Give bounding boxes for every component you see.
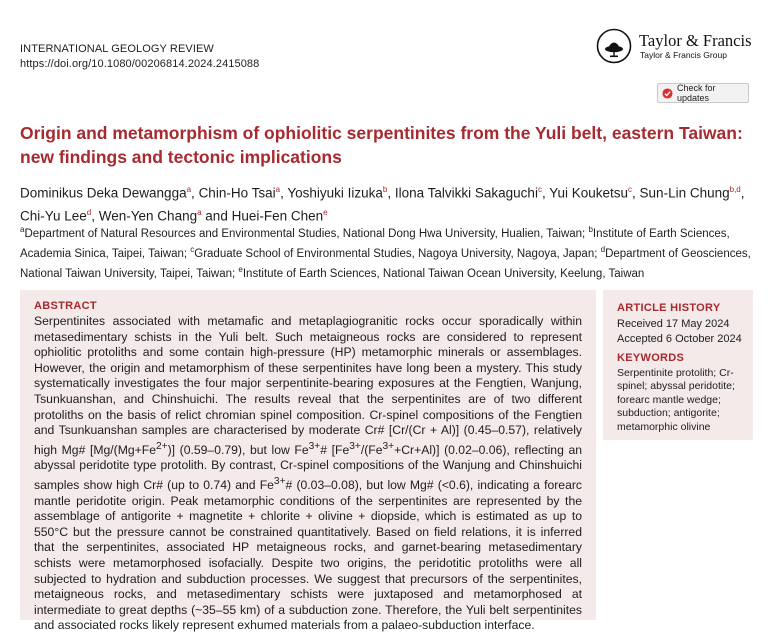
author-affiliation-mark: a xyxy=(197,207,202,217)
check-updates-label: Check for updates xyxy=(677,83,716,103)
author[interactable]: Dominikus Deka Dewangga xyxy=(20,185,187,201)
author[interactable]: Yui Kouketsu xyxy=(549,185,629,201)
author[interactable]: Yoshiyuki Iizuka xyxy=(287,185,383,201)
journal-header xyxy=(20,42,259,72)
check-updates-icon xyxy=(662,88,673,99)
author-affiliation-mark: b xyxy=(382,185,388,194)
affiliation-key: e xyxy=(238,264,243,274)
author[interactable]: Chin-Ho Tsai xyxy=(198,185,276,201)
author[interactable]: Chi-Yu Lee xyxy=(20,208,87,223)
article-title: Origin and metamorphism of ophiolitic serpentinites from the Yuli belt, eastern Taiwan: new findings and tectonic implications xyxy=(20,123,743,167)
author[interactable]: Huei-Fen Chen xyxy=(231,208,324,223)
doi-link[interactable]: https://doi.org/10.1080/00206814.2024.2415088 xyxy=(20,58,260,70)
check-for-updates-button[interactable] xyxy=(657,83,749,103)
affiliation-key: b xyxy=(588,225,593,234)
publisher-group: Taylor & Francis Group xyxy=(640,50,727,60)
publisher-name: Taylor & Francis xyxy=(639,31,752,50)
article-history xyxy=(617,301,757,347)
received-date: Received 17 May 2024 xyxy=(617,318,730,330)
author-affiliation-mark: c xyxy=(537,185,542,194)
abstract-heading: ABSTRACT xyxy=(34,300,97,312)
journal-name: INTERNATIONAL GEOLOGY REVIEW xyxy=(20,43,214,55)
author-affiliation-mark: d xyxy=(86,207,92,217)
author-affiliation-mark: c xyxy=(628,185,633,194)
author[interactable]: Sun-Lin Chung xyxy=(639,185,730,201)
tf-emblem-icon xyxy=(596,28,632,64)
affiliation-key: d xyxy=(600,244,606,254)
author[interactable]: Wen-Yen Chang xyxy=(98,208,198,223)
affiliation: Graduate School of Environmental Studies, Nagoya University, Nagoya, Japan; xyxy=(194,247,601,260)
accepted-date: Accepted 6 October 2024 xyxy=(617,333,742,345)
abstract-panel xyxy=(20,290,596,633)
article-history-heading: ARTICLE HISTORY xyxy=(617,302,721,314)
affiliation: Department of Natural Resources and Environmental Studies, National Dong Hwa University, Hualien, Taiwan; xyxy=(24,227,589,240)
affiliation: Institute of Earth Sciences, National Taiwan Ocean University, Keelung, Taiwan xyxy=(242,267,645,280)
author-affiliation-mark: b,d xyxy=(729,185,741,194)
keywords xyxy=(617,352,755,434)
affiliation-key: a xyxy=(20,225,25,234)
keywords-heading: KEYWORDS xyxy=(617,352,685,364)
author-list: Dominikus Deka Dewangga$^a$, Chin-Ho Tsai$^a$, Yoshiyuki Iizuka$^b$, Ilona Talvikki Sakaguchi$^c$, Yui Kouketsu$^c$, Sun-Lin Chung$^{b,d}$, Chi-Yu Lee$^d$, Wen-Yen Chang$^a$ and Huei-Fen Chen$^e$ xyxy=(20,185,745,223)
author-affiliation-mark: a xyxy=(275,185,281,194)
abstract-text: Serpentinites associated with metamafic and metaplagiogranitic rocks occur sporadically within metasedimentary schists in the Yuli belt. Such metaigneous rocks are considered to represent ophiolitic protoliths and some contain high-pressure (HP) metamorphic minerals or assemblages. However, the origin and metamorphism of these serpentinites have long been a mystery. This study systematically investigates the four major serpentinite-bearing exposures at the Fengtien, Wanjung, Tsunkuanshan, and Chinshuichi. The results reveal that the serpentinites are of two different protoliths on the basis of relict chromian spinel composition. Cr-spinel compositions of the Fengtien and Tsunkuanshan samples are characterised by moderate Cr# [Cr/(Cr + Al)] (0.45–0.57), relatively high Mg# $[Mg/(Mg+Fe^{2+})]$ (0.59–0.79), but low $Fe^{3+}\#$ $[Fe^{3+}/(Fe^{3+}+Cr+Al)]$ (0.02–0.06), reflecting an abyssal peridotite type protolith. By contrast, Cr-spinel compositions of the Wanjung and Chinshuichi samples show high Cr# (up to 0.74) and $Fe^{3+}\#$ (0.03–0.08), but low Mg# (<0.6), indicating a forearc mantle peridotite origin. Peak metamorphic conditions of the serpentinites are represented by the assemblage of antigorite + magnetite + chlorite + olivine + diopside, which is estimated as up to 550°C but the pressure cannot be constrained quantitatively. Based on field relations, it is inferred that the serpentinites, associated HP metaigneous rocks, and garnet-bearing metasedimentary schists were metamorphosed isofacially. Despite two origins, the peridotitic protoliths were all subjected to hydration and subduction processes. We suggest that precursors of the serpentinites, metaigneous rocks, and metasedimentary schists were juxtaposed and metamorphosed at intermediate to great depths (~35–55 km) of a subduction zone. Therefore, the Yuli belt serpentinites and associated rocks likely represent exhumed materials from a palaeo-subduction interface. xyxy=(34,314,583,633)
affiliation: Department of Geosciences, National Taiwan University, Taipei, Taiwan; xyxy=(20,247,751,280)
affiliation: Institute of Earth Sciences, Academia Sinica, Taipei, Taiwan; xyxy=(20,227,730,260)
author-affiliation-mark: e xyxy=(323,207,328,217)
affiliations xyxy=(20,222,755,281)
author[interactable]: Ilona Talvikki Sakaguchi xyxy=(394,185,538,201)
keywords-text: Serpentinite protolith; Cr-spinel; abyssal peridotite; forearc mantle wedge; subduction; antigorite; metamorphic olivine xyxy=(617,366,735,433)
affiliation-key: c xyxy=(190,244,195,254)
author-affiliation-mark: a xyxy=(186,185,192,194)
